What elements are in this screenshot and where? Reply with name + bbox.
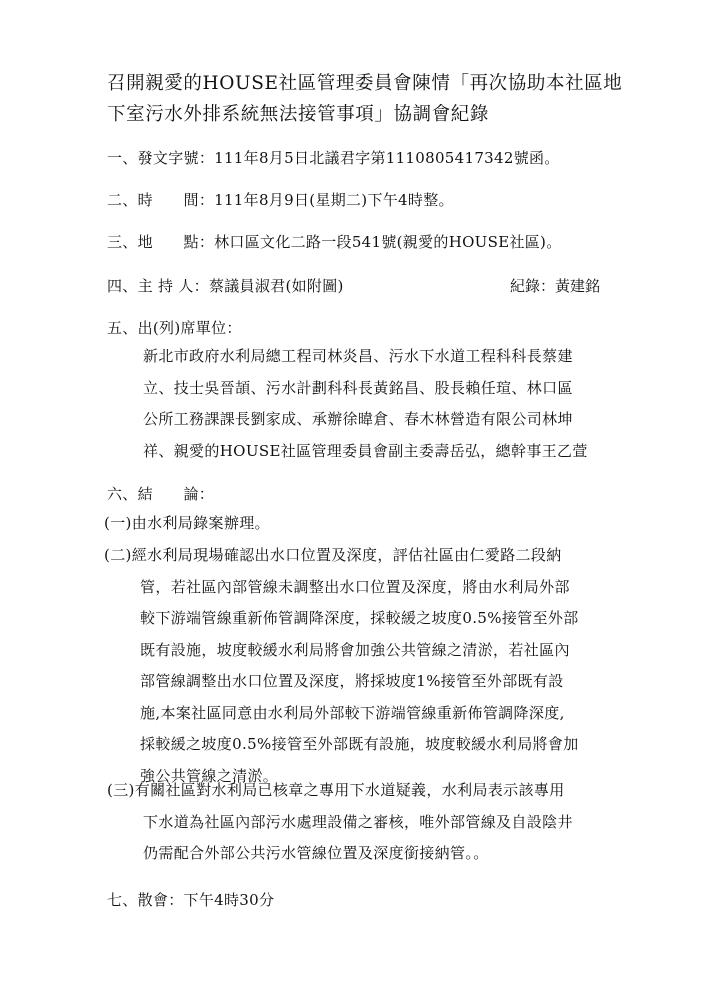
title-line-1: 召開親愛的HOUSE社區管理委員會陳情「再次協助本社區地 — [107, 73, 623, 94]
section-label: 二、時 間 — [107, 191, 199, 209]
conclusion-item-3 — [107, 775, 573, 870]
conclusion-line: 管，若社區內部管線未調整出水口位置及深度，將由水利局外部 — [140, 577, 570, 596]
conclusion-line: 施,本案社區同意由水利局外部較下游端管線重新佈管調降深度, — [140, 703, 565, 722]
conclusion-line: 仍需配合外部公共污水管線位置及深度銜接納管。。 — [143, 844, 489, 862]
colon: ： — [168, 891, 184, 909]
attendees-line: 新北市政府水利局總工程司林炎昌、污水下水道工程科科長蔡建 — [143, 347, 573, 365]
title-line-2: 下室污水外排系統無法接管事項」協調會紀錄 — [107, 104, 490, 125]
section-conclusion-label: 六、結 論： — [107, 485, 215, 503]
section-label: 一、發文字號 — [107, 149, 199, 167]
colon: ： — [198, 191, 215, 209]
colon: ： — [193, 277, 209, 295]
conclusion-line: (一)由水利局錄案辦理。 — [104, 514, 270, 532]
section-value: 下午4時30分 — [183, 891, 275, 909]
section-location — [107, 232, 562, 252]
section-label: 三、地 點 — [107, 233, 199, 251]
conclusion-line: 較下游端管線重新佈管調降深度，採較緩之坡度0.5%接管至外部 — [140, 609, 579, 627]
section-adjourn — [107, 890, 274, 910]
section-time — [107, 190, 454, 210]
attendees-line: 祥、親愛的HOUSE社區管理委員會副主委壽岳弘，總幹事王乙萱 — [143, 441, 588, 460]
section-value: 111年8月5日北議君字第1110805417342號函。 — [214, 149, 560, 167]
document-title — [107, 68, 627, 130]
conclusion-line: 強公共管線之清淤。 — [140, 766, 279, 785]
section-document-number — [107, 148, 560, 168]
conclusion-line: 採較緩之坡度0.5%接管至外部既有設施，坡度較緩水利局將會加 — [140, 735, 579, 753]
attendees-list — [143, 341, 623, 467]
conclusion-line: (三)有關社區對水利局已核章之專用下水道疑義，水利局表示該專用 — [107, 781, 565, 799]
section-attendees-label: 五、出(列)席單位： — [107, 319, 242, 337]
attendees-line: 公所工務課課長劉家成、承辦徐暐倉、春木林營造有限公司林坤 — [143, 410, 573, 428]
recorder: 紀錄：黃建銘 — [510, 277, 601, 295]
conclusion-line: (二)經水利局現場確認出水口位置及深度，評估社區由仁愛路二段納 — [104, 546, 562, 564]
section-label: 四、主 持 人 — [107, 277, 194, 295]
colon: ： — [198, 233, 215, 251]
section-host — [107, 276, 344, 296]
colon: ： — [198, 149, 215, 167]
conclusion-item-1 — [104, 508, 270, 540]
section-value: 111年8月9日(星期二)下午4時整。 — [214, 191, 454, 209]
section-value: 林口區文化二路一段541號(親愛的HOUSE社區)。 — [214, 233, 562, 251]
section-label: 七、散會 — [107, 891, 169, 909]
conclusion-item-2 — [104, 540, 579, 792]
conclusion-line: 既有設施，坡度較緩水利局將會加強公共管線之清淤，若社區內 — [140, 640, 570, 659]
conclusion-line: 下水道為社區內部污水處理設備之審核，唯外部管線及自設陰井 — [143, 812, 573, 831]
attendees-line: 立、技士吳晉頡、污水計劃科科長黃銘昌、股長賴任瑄、林口區 — [143, 378, 573, 397]
section-value: 蔡議員淑君(如附圖) — [208, 277, 344, 295]
conclusion-line: 部管線調整出水口位置及深度，將採坡度1%接管至外部既有設 — [140, 672, 564, 690]
